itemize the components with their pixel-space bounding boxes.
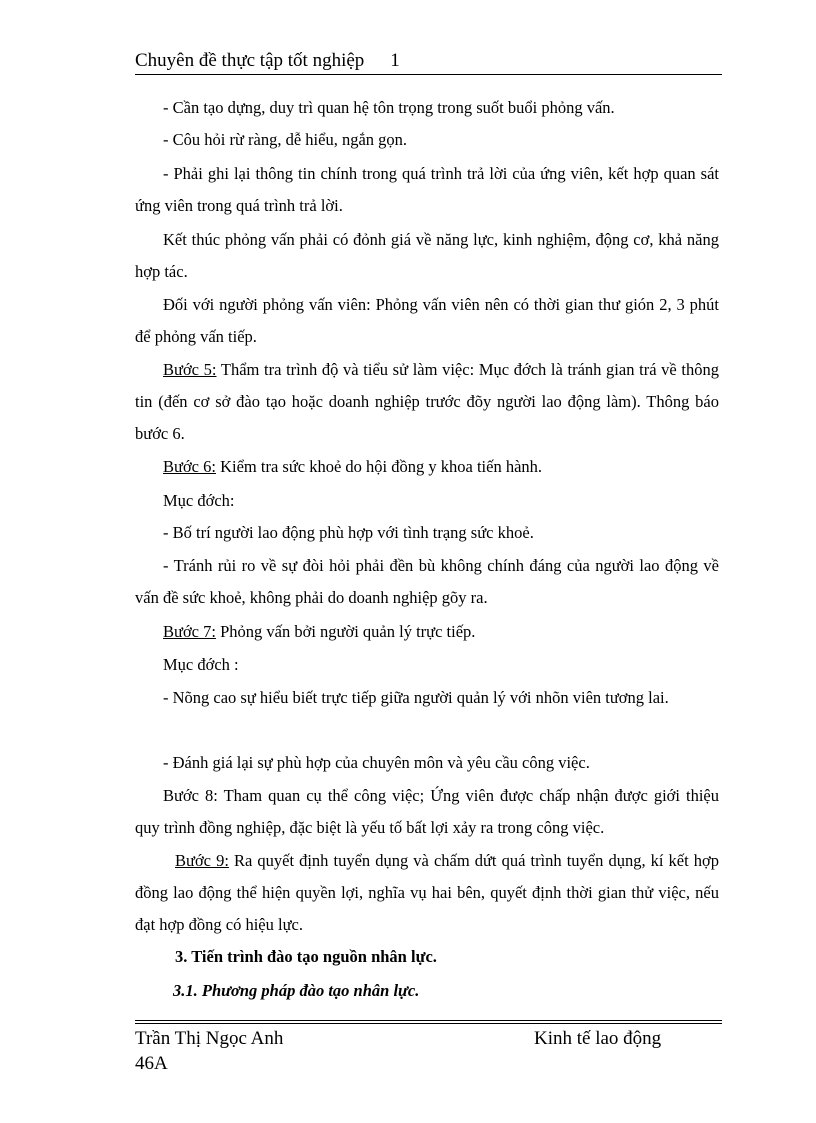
- footer-rule: [135, 1020, 722, 1021]
- section-heading: 3. Tiến trình đào tạo nguồn nhân lực.: [175, 947, 437, 966]
- paragraph: - Cần tạo dựng, duy trì quan hệ tôn trọng trong suốt buổi phỏng vấn.: [163, 98, 615, 117]
- paragraph: - Côu hỏi rừ ràng, dễ hiểu, ngắn gọn.: [163, 130, 408, 149]
- department-name: Kinh tế lao động: [534, 1028, 662, 1049]
- class-code: 46A: [135, 1053, 168, 1074]
- step-paragraph: Bước 5: Thẩm tra trình độ và tiểu sử làm việc: Mục đớch là tránh gian trá về thông tin (đến cơ sở đào tạo hoặc doanh nghiệp trước đõy người lao động làm). Thông báo bước 6.: [135, 360, 719, 443]
- paragraph: Bước 8: Tham quan cụ thể công việc; Ứng viên được chấp nhận được giới thiệu quy trình đồng nghiệp, đặc biệt là yếu tố bất lợi xảy ra trong công việc.: [135, 786, 719, 837]
- page-number: 1: [390, 50, 400, 71]
- step-label: Bước 5:: [163, 360, 217, 379]
- paragraph: - Bố trí người lao động phù hợp với tình trạng sức khoẻ.: [163, 523, 534, 542]
- paragraph: Mục đớch :: [163, 655, 239, 674]
- document-title: Chuyên đề thực tập tốt nghiệp: [135, 50, 365, 71]
- paragraph: - Tránh rủi ro về sự đòi hỏi phải đền bù không chính đáng của người lao động về vấn đề sức khoẻ, không phải do doanh nghiệp gõy ra.: [135, 556, 719, 607]
- step-label: Bước 6:: [163, 457, 216, 476]
- paragraph: Đối với người phỏng vấn viên: Phỏng vấn viên nên có thời gian thư gión 2, 3 phút để phỏng vấn tiếp.: [135, 295, 719, 346]
- page-footer: [135, 1026, 722, 1076]
- paragraph: Kết thúc phỏng vấn phải có đỏnh giá về năng lực, kinh nghiệm, động cơ, khả năng hợp tác.: [135, 230, 719, 281]
- step-paragraph: Bước 7: Phỏng vấn bởi người quản lý trực tiếp.: [163, 622, 476, 641]
- step-label: Bước 9:: [175, 851, 229, 870]
- step-paragraph: Bước 9: Ra quyết định tuyển dụng và chấm dứt quá trình tuyển dụng, kí kết hợp đồng lao động thể hiện quyền lợi, nghĩa vụ hai bên, quyết định thời gian thử việc, nếu đạt hợp đồng có hiệu lực.: [135, 851, 719, 934]
- page-header: [135, 48, 722, 75]
- footer-rule: [135, 1023, 722, 1024]
- paragraph: - Đánh giá lại sự phù hợp của chuyên môn và yêu cầu công việc.: [163, 753, 590, 772]
- paragraph: Mục đớch:: [163, 491, 235, 510]
- author-name: Trần Thị Ngọc Anh: [135, 1028, 284, 1049]
- step-paragraph: Bước 6: Kiểm tra sức khoẻ do hội đồng y khoa tiến hành.: [163, 457, 543, 476]
- subsection-heading: 3.1. Phương pháp đào tạo nhân lực.: [173, 981, 420, 1000]
- step-label: Bước 7:: [163, 622, 216, 641]
- paragraph: - Phải ghi lại thông tin chính trong quá trình trả lời của ứng viên, kết hợp quan sát ứng viên trong quá trình trả lời.: [135, 164, 719, 215]
- paragraph: - Nõng cao sự hiểu biết trực tiếp giữa người quản lý với nhõn viên tương lai.: [163, 688, 669, 707]
